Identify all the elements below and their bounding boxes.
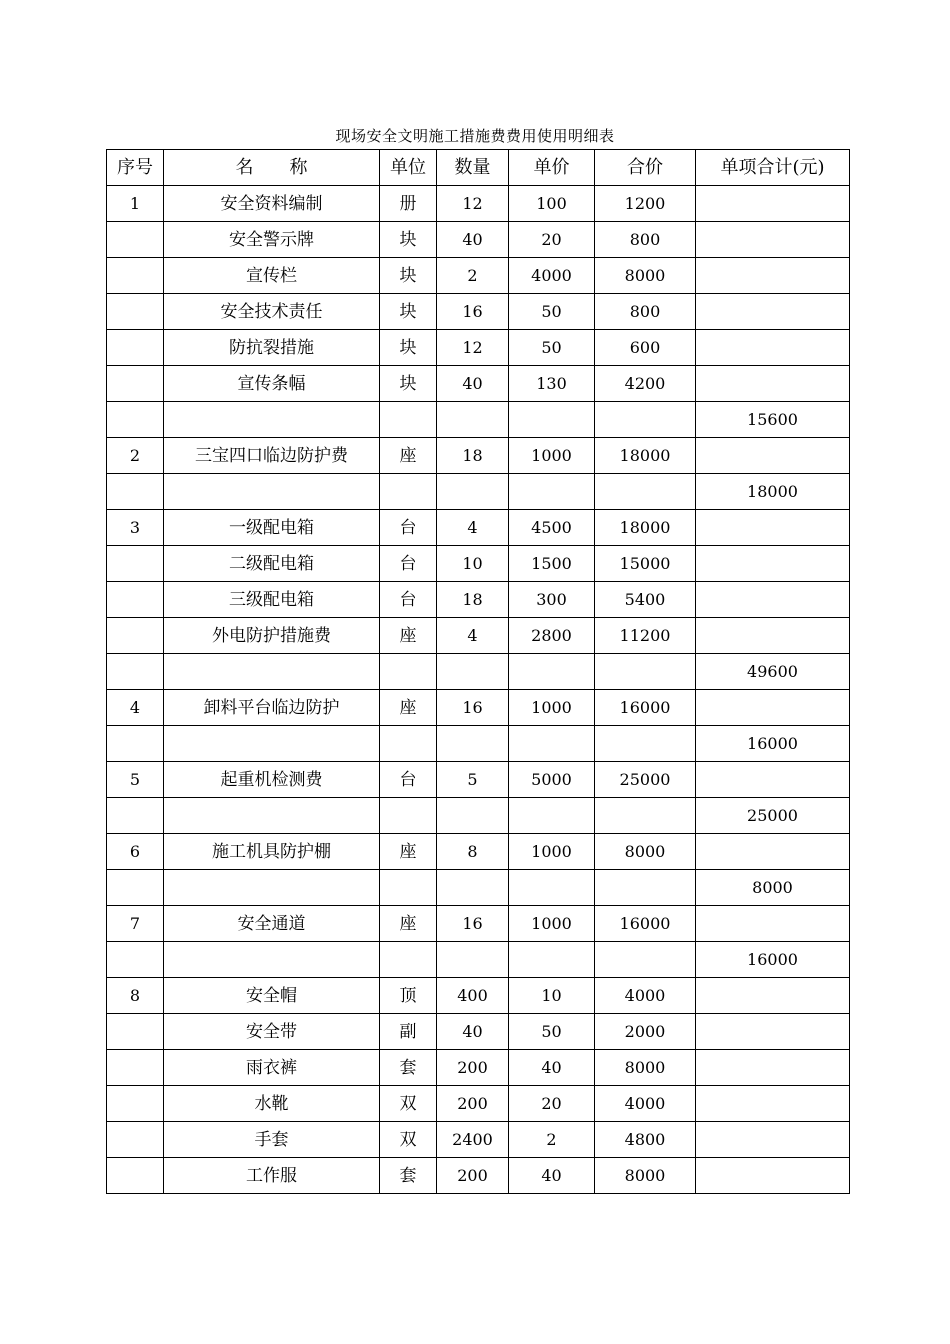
cell-total-price (595, 870, 696, 906)
cell-index (107, 294, 164, 330)
cell-index (107, 654, 164, 690)
cell-total-price: 16000 (595, 906, 696, 942)
cell-item-subtotal (696, 366, 850, 402)
header-total-price: 合价 (595, 150, 696, 186)
table-row (107, 474, 850, 510)
cell-index (107, 546, 164, 582)
table-row (107, 582, 850, 618)
cell-quantity: 8 (437, 834, 509, 870)
cell-index (107, 222, 164, 258)
cell-unit-price: 2 (509, 1122, 595, 1158)
cell-quantity: 40 (437, 222, 509, 258)
cell-unit: 台 (380, 582, 437, 618)
cell-unit-price: 130 (509, 366, 595, 402)
cell-total-price: 2000 (595, 1014, 696, 1050)
cell-name (164, 870, 380, 906)
cell-item-subtotal (696, 1122, 850, 1158)
table-row (107, 942, 850, 978)
cell-unit: 块 (380, 294, 437, 330)
cell-name: 安全技术责任 (164, 294, 380, 330)
table-row (107, 870, 850, 906)
table-row (107, 1050, 850, 1086)
cell-item-subtotal (696, 1050, 850, 1086)
expense-detail-table (106, 149, 850, 1194)
cell-total-price (595, 942, 696, 978)
cell-total-price: 4800 (595, 1122, 696, 1158)
cell-unit: 套 (380, 1050, 437, 1086)
cell-unit-price (509, 870, 595, 906)
cell-unit: 座 (380, 906, 437, 942)
cell-item-subtotal (696, 510, 850, 546)
cell-unit-price: 1000 (509, 906, 595, 942)
cell-unit: 座 (380, 618, 437, 654)
cell-name: 起重机检测费 (164, 762, 380, 798)
cell-unit-price: 10 (509, 978, 595, 1014)
table-row (107, 978, 850, 1014)
cell-item-subtotal (696, 546, 850, 582)
cell-item-subtotal (696, 762, 850, 798)
cell-name (164, 654, 380, 690)
cell-unit-price: 20 (509, 1086, 595, 1122)
cell-name: 三级配电箱 (164, 582, 380, 618)
cell-quantity: 5 (437, 762, 509, 798)
cell-total-price: 11200 (595, 618, 696, 654)
cell-unit-price: 4000 (509, 258, 595, 294)
cell-index: 2 (107, 438, 164, 474)
cell-item-subtotal: 16000 (696, 942, 850, 978)
cell-total-price: 16000 (595, 690, 696, 726)
table-row (107, 258, 850, 294)
cell-total-price: 15000 (595, 546, 696, 582)
cell-index: 5 (107, 762, 164, 798)
cell-name (164, 798, 380, 834)
cell-quantity: 4 (437, 510, 509, 546)
cell-name: 外电防护措施费 (164, 618, 380, 654)
table-row (107, 438, 850, 474)
cell-quantity: 40 (437, 366, 509, 402)
cell-name: 安全帽 (164, 978, 380, 1014)
cell-quantity: 12 (437, 186, 509, 222)
table-row (107, 510, 850, 546)
table-row (107, 294, 850, 330)
cell-quantity: 10 (437, 546, 509, 582)
cell-unit (380, 474, 437, 510)
cell-quantity: 4 (437, 618, 509, 654)
cell-name (164, 942, 380, 978)
cell-unit: 套 (380, 1158, 437, 1194)
cell-name: 安全带 (164, 1014, 380, 1050)
cell-quantity: 2 (437, 258, 509, 294)
cell-unit: 块 (380, 222, 437, 258)
cell-quantity: 200 (437, 1158, 509, 1194)
cell-unit: 双 (380, 1086, 437, 1122)
cell-unit-price: 50 (509, 330, 595, 366)
cell-item-subtotal (696, 186, 850, 222)
cell-unit-price (509, 798, 595, 834)
cell-item-subtotal (696, 582, 850, 618)
cell-total-price: 1200 (595, 186, 696, 222)
cell-quantity: 16 (437, 690, 509, 726)
cell-index: 8 (107, 978, 164, 1014)
cell-unit-price (509, 402, 595, 438)
cell-unit: 副 (380, 1014, 437, 1050)
cell-index (107, 1158, 164, 1194)
cell-index (107, 366, 164, 402)
cell-name: 水靴 (164, 1086, 380, 1122)
cell-index: 7 (107, 906, 164, 942)
table-row (107, 798, 850, 834)
cell-total-price: 4000 (595, 978, 696, 1014)
table-row (107, 906, 850, 942)
cell-index (107, 618, 164, 654)
cell-quantity: 16 (437, 294, 509, 330)
cell-total-price: 600 (595, 330, 696, 366)
cell-quantity: 200 (437, 1086, 509, 1122)
header-name: 名 称 (164, 150, 380, 186)
cell-item-subtotal: 25000 (696, 798, 850, 834)
cell-item-subtotal: 18000 (696, 474, 850, 510)
cell-name: 二级配电箱 (164, 546, 380, 582)
cell-item-subtotal: 15600 (696, 402, 850, 438)
cell-index (107, 870, 164, 906)
cell-unit (380, 654, 437, 690)
cell-name: 施工机具防护棚 (164, 834, 380, 870)
cell-unit-price: 100 (509, 186, 595, 222)
cell-item-subtotal: 16000 (696, 726, 850, 762)
cell-name: 工作服 (164, 1158, 380, 1194)
cell-unit: 双 (380, 1122, 437, 1158)
table-body (107, 186, 850, 1194)
cell-unit-price: 50 (509, 1014, 595, 1050)
cell-unit (380, 942, 437, 978)
cell-unit (380, 726, 437, 762)
cell-unit (380, 798, 437, 834)
cell-total-price: 8000 (595, 258, 696, 294)
cell-quantity: 200 (437, 1050, 509, 1086)
cell-quantity (437, 726, 509, 762)
table-row (107, 1158, 850, 1194)
cell-unit: 座 (380, 438, 437, 474)
cell-index: 4 (107, 690, 164, 726)
header-index: 序号 (107, 150, 164, 186)
cell-name (164, 726, 380, 762)
table-row (107, 186, 850, 222)
cell-name (164, 402, 380, 438)
cell-unit-price: 1500 (509, 546, 595, 582)
cell-name: 宣传栏 (164, 258, 380, 294)
cell-index (107, 1050, 164, 1086)
cell-unit-price (509, 654, 595, 690)
cell-total-price (595, 726, 696, 762)
cell-quantity: 2400 (437, 1122, 509, 1158)
cell-name: 防抗裂措施 (164, 330, 380, 366)
cell-quantity (437, 402, 509, 438)
cell-item-subtotal (696, 1086, 850, 1122)
cell-item-subtotal (696, 1014, 850, 1050)
cell-index (107, 474, 164, 510)
cell-item-subtotal (696, 834, 850, 870)
cell-index (107, 582, 164, 618)
table-row (107, 618, 850, 654)
cell-item-subtotal (696, 330, 850, 366)
cell-item-subtotal (696, 258, 850, 294)
cell-unit-price (509, 474, 595, 510)
cell-name: 三宝四口临边防护费 (164, 438, 380, 474)
table-row (107, 546, 850, 582)
cell-total-price: 4000 (595, 1086, 696, 1122)
cell-total-price: 800 (595, 294, 696, 330)
cell-item-subtotal (696, 618, 850, 654)
cell-unit: 座 (380, 834, 437, 870)
cell-unit-price: 5000 (509, 762, 595, 798)
cell-index: 1 (107, 186, 164, 222)
cell-total-price (595, 798, 696, 834)
cell-unit: 册 (380, 186, 437, 222)
header-item-subtotal: 单项合计(元) (696, 150, 850, 186)
cell-index (107, 726, 164, 762)
cell-index: 6 (107, 834, 164, 870)
cell-total-price: 8000 (595, 1050, 696, 1086)
cell-unit: 顶 (380, 978, 437, 1014)
cell-unit-price: 50 (509, 294, 595, 330)
header-unit-price: 单价 (509, 150, 595, 186)
cell-name: 卸料平台临边防护 (164, 690, 380, 726)
cell-name: 安全警示牌 (164, 222, 380, 258)
cell-unit-price: 2800 (509, 618, 595, 654)
cell-total-price (595, 474, 696, 510)
cell-item-subtotal (696, 438, 850, 474)
cell-unit: 块 (380, 330, 437, 366)
cell-unit-price: 1000 (509, 834, 595, 870)
table-row (107, 726, 850, 762)
cell-item-subtotal (696, 222, 850, 258)
cell-unit: 台 (380, 510, 437, 546)
cell-index (107, 942, 164, 978)
cell-quantity: 18 (437, 438, 509, 474)
table-row (107, 402, 850, 438)
cell-quantity: 12 (437, 330, 509, 366)
document-title: 现场安全文明施工措施费费用使用明细表 (335, 127, 615, 145)
cell-unit-price (509, 942, 595, 978)
cell-item-subtotal (696, 294, 850, 330)
cell-quantity: 400 (437, 978, 509, 1014)
cell-quantity (437, 870, 509, 906)
cell-item-subtotal (696, 690, 850, 726)
cell-index (107, 798, 164, 834)
table-row (107, 654, 850, 690)
cell-quantity (437, 654, 509, 690)
cell-item-subtotal: 49600 (696, 654, 850, 690)
cell-total-price: 25000 (595, 762, 696, 798)
cell-unit: 块 (380, 258, 437, 294)
table-row (107, 1086, 850, 1122)
cell-total-price: 8000 (595, 834, 696, 870)
cell-total-price: 18000 (595, 510, 696, 546)
cell-index (107, 258, 164, 294)
cell-name: 宣传条幅 (164, 366, 380, 402)
cell-item-subtotal (696, 1158, 850, 1194)
header-unit: 单位 (380, 150, 437, 186)
cell-quantity (437, 798, 509, 834)
cell-total-price: 18000 (595, 438, 696, 474)
cell-quantity (437, 474, 509, 510)
cell-unit-price: 1000 (509, 690, 595, 726)
cell-unit (380, 402, 437, 438)
cell-unit-price: 40 (509, 1050, 595, 1086)
cell-name: 雨衣裤 (164, 1050, 380, 1086)
cell-total-price: 8000 (595, 1158, 696, 1194)
cell-quantity: 16 (437, 906, 509, 942)
table-row (107, 834, 850, 870)
cell-quantity (437, 942, 509, 978)
cell-unit-price: 20 (509, 222, 595, 258)
cell-index (107, 1014, 164, 1050)
cell-total-price: 800 (595, 222, 696, 258)
cell-unit: 台 (380, 546, 437, 582)
table-row (107, 1014, 850, 1050)
table-row (107, 330, 850, 366)
cell-unit (380, 870, 437, 906)
cell-quantity: 40 (437, 1014, 509, 1050)
cell-index (107, 402, 164, 438)
cell-index (107, 1122, 164, 1158)
cell-unit-price (509, 726, 595, 762)
cell-item-subtotal (696, 906, 850, 942)
cell-quantity: 18 (437, 582, 509, 618)
cell-unit-price: 40 (509, 1158, 595, 1194)
cell-unit: 座 (380, 690, 437, 726)
cell-index (107, 330, 164, 366)
cell-index (107, 1086, 164, 1122)
cell-total-price (595, 654, 696, 690)
cell-unit-price: 4500 (509, 510, 595, 546)
table-row (107, 1122, 850, 1158)
table-row (107, 366, 850, 402)
cell-unit-price: 300 (509, 582, 595, 618)
table-row (107, 222, 850, 258)
cell-name: 安全资料编制 (164, 186, 380, 222)
cell-item-subtotal (696, 978, 850, 1014)
cell-total-price (595, 402, 696, 438)
table-row (107, 762, 850, 798)
table-row (107, 690, 850, 726)
header-quantity: 数量 (437, 150, 509, 186)
cell-item-subtotal: 8000 (696, 870, 850, 906)
cell-name: 手套 (164, 1122, 380, 1158)
cell-total-price: 5400 (595, 582, 696, 618)
cell-name: 一级配电箱 (164, 510, 380, 546)
cell-unit-price: 1000 (509, 438, 595, 474)
cell-name (164, 474, 380, 510)
cell-unit: 块 (380, 366, 437, 402)
cell-name: 安全通道 (164, 906, 380, 942)
header-row (107, 150, 850, 186)
cell-total-price: 4200 (595, 366, 696, 402)
cell-index: 3 (107, 510, 164, 546)
cell-unit: 台 (380, 762, 437, 798)
